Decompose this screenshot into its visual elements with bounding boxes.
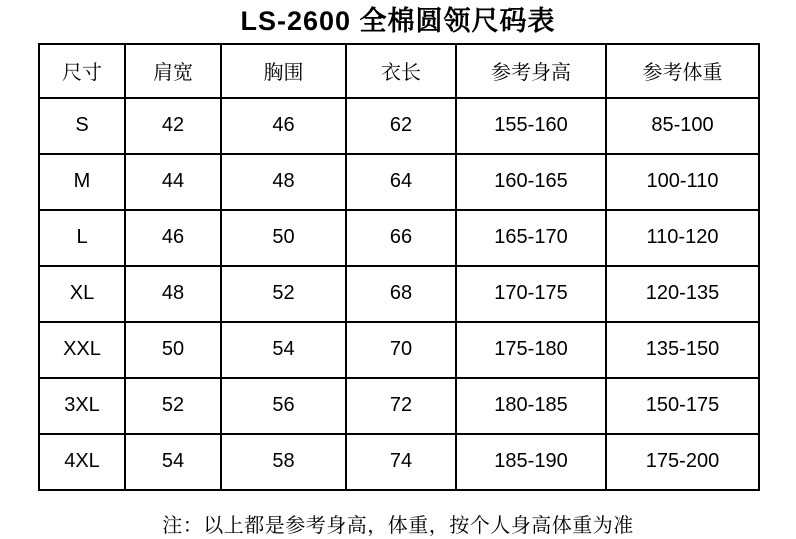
cell-height: 170-175 [456, 266, 606, 322]
cell-chest: 58 [221, 434, 346, 490]
cell-length: 64 [346, 154, 456, 210]
cell-height: 175-180 [456, 322, 606, 378]
column-header-height: 参考身高 [456, 44, 606, 98]
cell-chest: 50 [221, 210, 346, 266]
cell-chest: 56 [221, 378, 346, 434]
cell-size: 4XL [39, 434, 125, 490]
table-row [39, 378, 759, 434]
cell-shoulder: 54 [125, 434, 221, 490]
size-table-container [0, 43, 796, 491]
column-header-size: 尺寸 [39, 44, 125, 98]
cell-shoulder: 48 [125, 266, 221, 322]
cell-height: 185-190 [456, 434, 606, 490]
cell-height: 165-170 [456, 210, 606, 266]
cell-chest: 52 [221, 266, 346, 322]
column-header-shoulder: 肩宽 [125, 44, 221, 98]
cell-size: XXL [39, 322, 125, 378]
column-header-weight: 参考体重 [606, 44, 759, 98]
cell-weight: 110-120 [606, 210, 759, 266]
page-title: LS-2600 全棉圆领尺码表 [240, 6, 556, 36]
cell-height: 155-160 [456, 98, 606, 154]
table-header-row [39, 44, 759, 98]
cell-length: 66 [346, 210, 456, 266]
cell-length: 62 [346, 98, 456, 154]
cell-weight: 100-110 [606, 154, 759, 210]
footnote: 注：以上都是参考身高，体重，按个人身高体重为准 [162, 514, 634, 537]
cell-chest: 54 [221, 322, 346, 378]
cell-height: 180-185 [456, 378, 606, 434]
table-row [39, 154, 759, 210]
cell-shoulder: 42 [125, 98, 221, 154]
cell-length: 68 [346, 266, 456, 322]
cell-size: M [39, 154, 125, 210]
table-body [39, 98, 759, 490]
cell-chest: 48 [221, 154, 346, 210]
cell-chest: 46 [221, 98, 346, 154]
cell-weight: 175-200 [606, 434, 759, 490]
cell-size: 3XL [39, 378, 125, 434]
cell-height: 160-165 [456, 154, 606, 210]
cell-shoulder: 50 [125, 322, 221, 378]
table-row [39, 266, 759, 322]
cell-size: S [39, 98, 125, 154]
table-row [39, 434, 759, 490]
cell-size: XL [39, 266, 125, 322]
size-table [38, 43, 760, 491]
column-header-length: 衣长 [346, 44, 456, 98]
cell-weight: 135-150 [606, 322, 759, 378]
cell-length: 70 [346, 322, 456, 378]
cell-weight: 85-100 [606, 98, 759, 154]
table-row [39, 322, 759, 378]
cell-shoulder: 46 [125, 210, 221, 266]
cell-size: L [39, 210, 125, 266]
cell-length: 72 [346, 378, 456, 434]
table-row [39, 98, 759, 154]
table-header [39, 44, 759, 98]
column-header-chest: 胸围 [221, 44, 346, 98]
cell-shoulder: 52 [125, 378, 221, 434]
cell-shoulder: 44 [125, 154, 221, 210]
table-row [39, 210, 759, 266]
cell-weight: 120-135 [606, 266, 759, 322]
cell-length: 74 [346, 434, 456, 490]
cell-weight: 150-175 [606, 378, 759, 434]
